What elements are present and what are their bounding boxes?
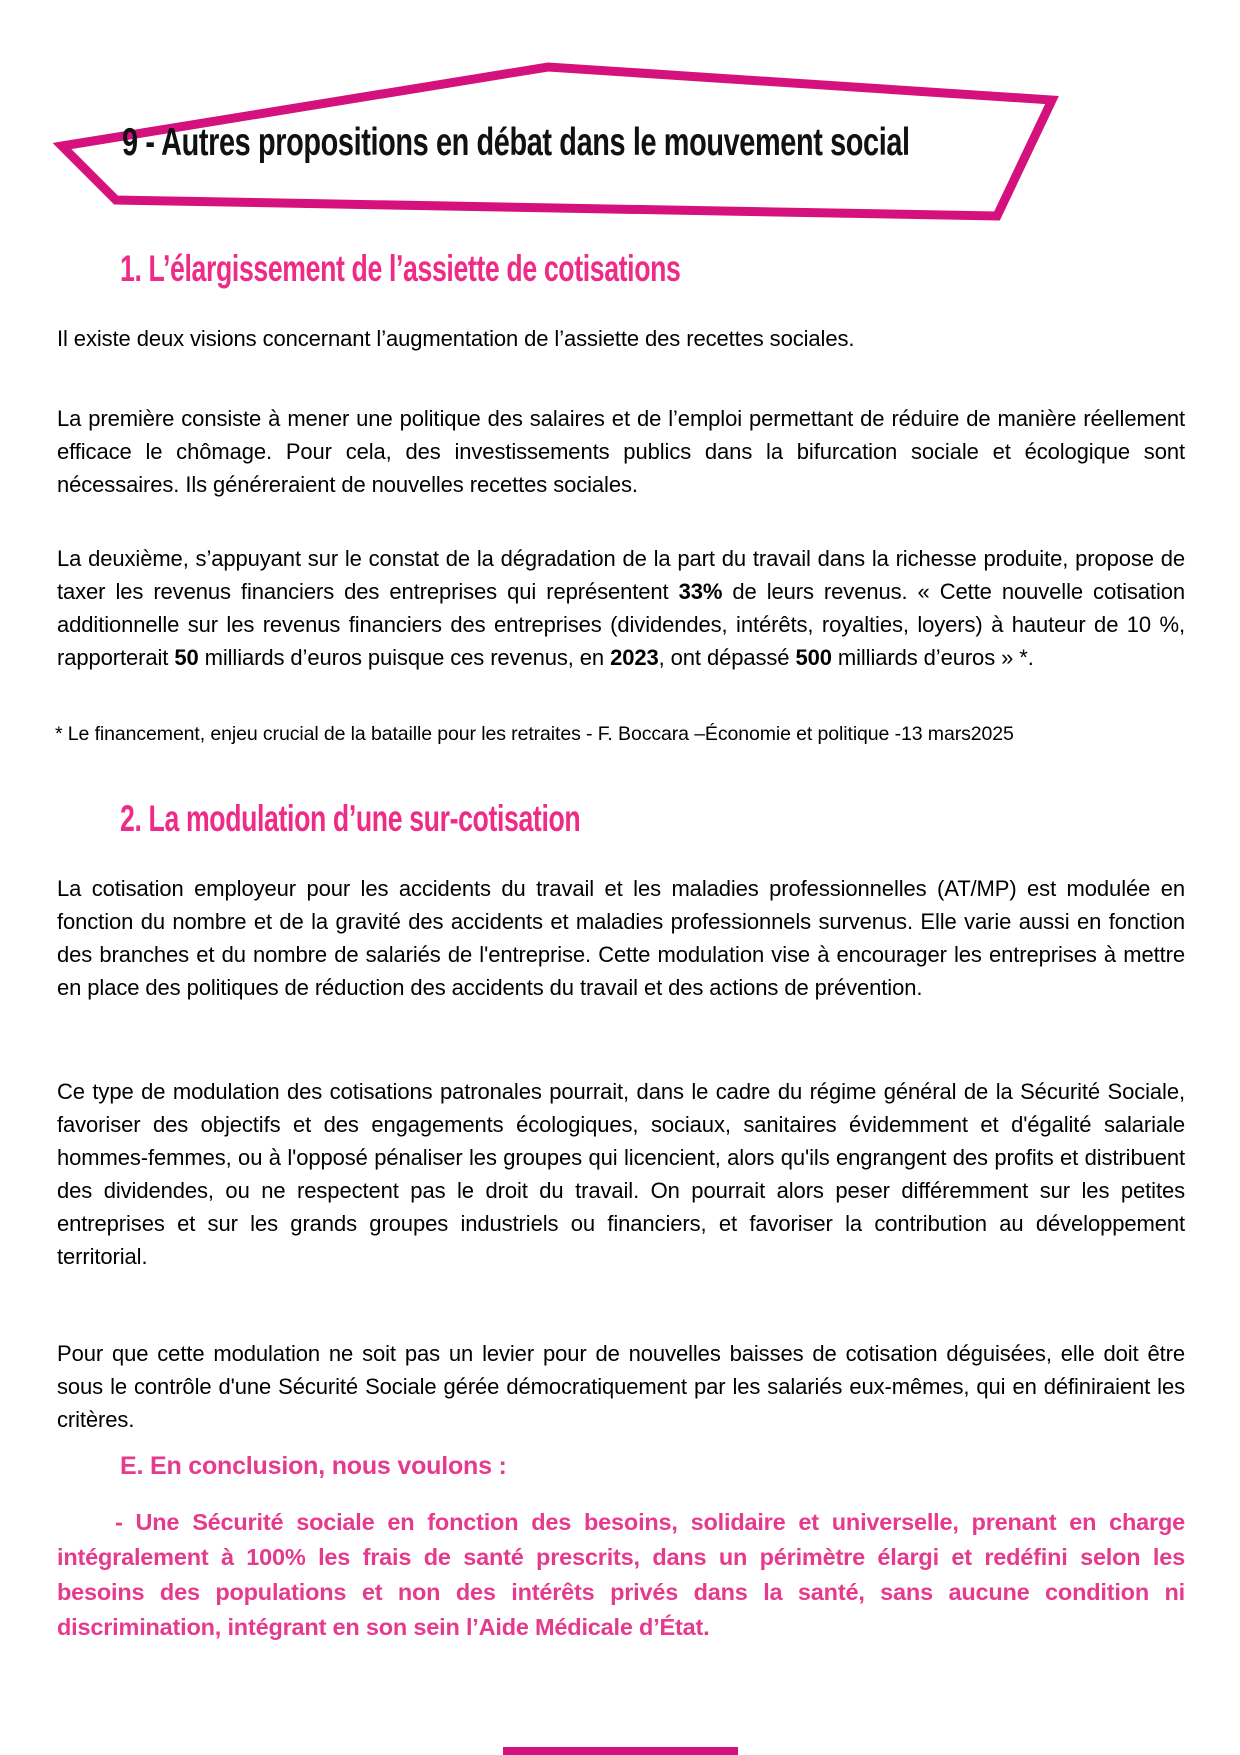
text-segment: milliards d’euros puisque ces revenus, en — [198, 645, 611, 670]
section2-paragraph-1: La cotisation employeur pour les accidents du travail et les maladies professionnelles (AT/MP) est modulée en fonction du nombre et de la gravité des accidents et maladies professionnels survenus. Elle varie aussi en fonction des branches et du nombre de salariés de l'entreprise. Cette modulation vise à encourager les entreprises à mettre en place des politiques de réduction des accidents du travail et des actions de prévention. — [57, 876, 1185, 1000]
bold-value-50: 50 — [174, 645, 199, 670]
bold-value-500: 500 — [795, 645, 832, 670]
banner-outline — [0, 0, 1240, 240]
bold-value-2023: 2023 — [610, 645, 659, 670]
text-segment: de leurs revenus. « Cette nouvelle cotisation additionnelle sur les revenus financiers des entreprises (dividendes, intérêts, royalties, loyers) à hauteur de 10 %, rapporterait — [57, 579, 1186, 670]
footer-banner-partial — [503, 1747, 738, 1755]
section1-heading: 1. L’élargissement de l’assiette de cotisations — [120, 248, 681, 289]
section2-paragraph-3: Pour que cette modulation ne soit pas un levier pour de nouvelles baisses de cotisation déguisées, elle doit être sous le contrôle d'une Sécurité Sociale gérée démocratiquement par les salariés eux-mêmes, qui en définiraient les critères. — [57, 1341, 1185, 1432]
text-segment: , ont dépassé — [658, 645, 796, 670]
text-segment: milliards d’euros » *. — [831, 645, 1034, 670]
banner-title: 9 - Autres propositions en débat dans le mouvement social — [122, 121, 910, 164]
section1-paragraph-2: La première consiste à mener une politique des salaires et de l’emploi permettant de réduire de manière réellement efficace le chômage. Pour cela, des investissements publics dans la bifurcation sociale et écologique sont nécessaires. Ils généreraient de nouvelles recettes sociales. — [57, 406, 1185, 497]
footnote: * Le financement, enjeu crucial de la bataille pour les retraites - F. Boccara –Économie et politique -13 mars2025 — [55, 723, 1014, 745]
conclusion-body: - Une Sécurité sociale en fonction des besoins, solidaire et universelle, prenant en charge intégralement à 100% les frais de santé prescrits, dans un périmètre élargi et redéfini selon les besoins des populations et non des intérêts privés dans la santé, sans aucune condition ni discrimination, intégrant en son sein l’Aide Médicale d’État. — [57, 1509, 1185, 1640]
section1-paragraph-3 — [57, 542, 1185, 674]
section1-paragraph-1: Il existe deux visions concernant l’augmentation de l’assiette des recettes sociales. — [57, 326, 855, 351]
section2-paragraph-2: Ce type de modulation des cotisations patronales pourrait, dans le cadre du régime général de la Sécurité Sociale, favoriser des objectifs et des engagements écologiques, sociaux, sanitaires évidemment et d'égalité salariale hommes-femmes, ou à l'opposé pénaliser les groupes qui licencient, alors qu'ils engrangent des profits et distribuent des dividendes, ou ne respectent pas le droit du travail. On pourrait alors peser différemment sur les petites entreprises et sur les grands groupes industriels ou financiers, et favoriser la contribution au développement territorial. — [57, 1079, 1185, 1269]
bold-value-33pct: 33% — [678, 579, 723, 604]
conclusion-heading: E. En conclusion, nous voulons : — [120, 1452, 507, 1480]
text-segment: La deuxième, s’appuyant sur le constat de la dégradation de la part du travail dans la richesse produite, propose de taxer les revenus financiers des entreprises qui représentent — [57, 546, 1185, 604]
section2-heading: 2. La modulation d’une sur-cotisation — [120, 798, 581, 839]
